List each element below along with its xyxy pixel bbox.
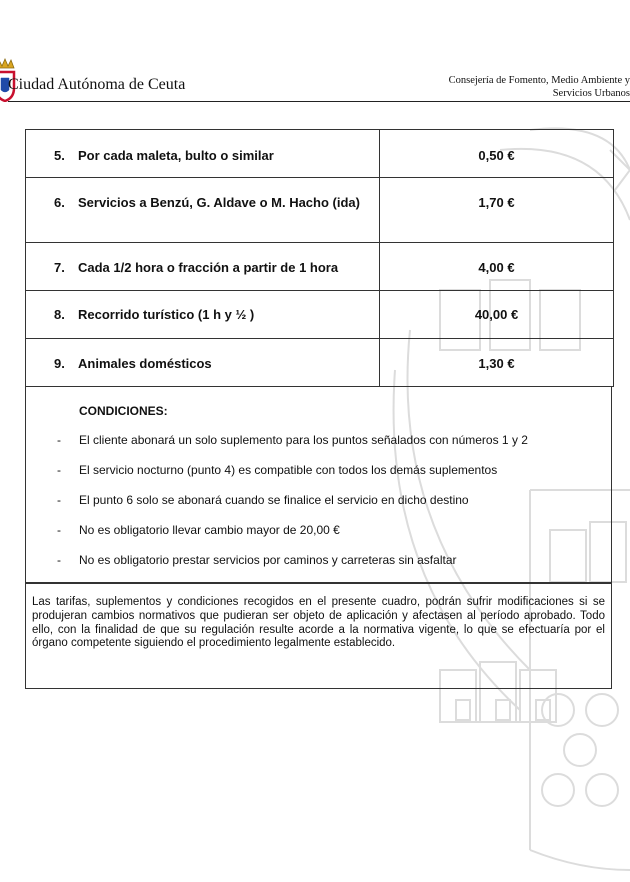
city-title: Ciudad Autónoma de Ceuta (8, 76, 186, 93)
fare-concept-cell (26, 130, 380, 177)
fare-row (26, 339, 613, 387)
bullet-dash: - (57, 463, 61, 477)
fare-concept-cell (26, 243, 380, 290)
condition-text: El punto 6 solo se abonará cuando se finalice el servicio en dicho destino (79, 493, 469, 507)
fare-number: 8. (54, 307, 65, 322)
fare-concept: Por cada maleta, bulto o similar (78, 148, 274, 163)
fare-table (25, 129, 614, 387)
fare-number: 6. (54, 195, 65, 210)
fare-price: 0,50 € (478, 148, 515, 163)
fare-price: 1,30 € (478, 356, 515, 371)
fare-price: 40,00 € (474, 307, 519, 322)
bullet-dash: - (57, 553, 61, 567)
fare-row (26, 178, 613, 243)
condition-item (26, 430, 611, 460)
page-header (0, 52, 630, 104)
condition-text: No es obligatorio prestar servicios por caminos y carreteras sin asfaltar (79, 553, 457, 567)
bullet-dash: - (57, 523, 61, 537)
condition-text: No es obligatorio llevar cambio mayor de 20,00 € (79, 523, 340, 537)
condition-text: El servicio nocturno (punto 4) es compatible con todos los demás suplementos (79, 463, 498, 477)
condition-item (26, 490, 611, 520)
fare-row (26, 130, 613, 178)
fare-concept: Servicios a Benzú, G. Aldave o M. Hacho (ida) (78, 195, 360, 210)
fare-concept: Recorrido turístico (1 h y ½ ) (78, 307, 255, 322)
fare-number: 5. (54, 148, 65, 163)
fare-concept-cell (26, 339, 380, 386)
fare-price: 4,00 € (478, 260, 515, 275)
fare-concept: Cada 1/2 hora o fracción a partir de 1 hora (78, 260, 339, 275)
department-name (370, 74, 630, 100)
condition-text: El cliente abonará un solo suplemento para los puntos señalados con números 1 y 2 (79, 433, 528, 447)
conditions-title: CONDICIONES: (79, 404, 168, 418)
fare-concept: Animales domésticos (78, 356, 212, 371)
condition-item (26, 520, 611, 550)
fare-number: 9. (54, 356, 65, 371)
bullet-dash: - (57, 493, 61, 507)
legal-note: Las tarifas, suplementos y condiciones recogidos en el presente cuadro, podrán sufrir modificaciones si se produjeran cambios normativos que pudieran ser objeto de aplicación y afectasen al período aprobado. Todo ello, con la finalidad de que su regulación resulte acorde a la normativa vigente, lo que se efectuaría por el órgano competente siguiendo el procedimiento legalmente establecido. (25, 583, 612, 689)
fare-row (26, 291, 613, 339)
fare-price: 1,70 € (478, 195, 515, 210)
condition-item (26, 460, 611, 490)
fare-number: 7. (54, 260, 65, 275)
fare-row (26, 243, 613, 291)
bullet-dash: - (57, 433, 61, 447)
fare-concept-cell (26, 178, 380, 242)
fare-concept-cell (26, 291, 380, 338)
header-divider (8, 101, 630, 102)
department-line-2: Servicios Urbanos (552, 88, 630, 99)
department-line-1: Consejería de Fomento, Medio Ambiente y (448, 75, 630, 86)
conditions-section (25, 386, 612, 583)
condition-item (26, 550, 611, 580)
conditions-list (26, 430, 611, 580)
